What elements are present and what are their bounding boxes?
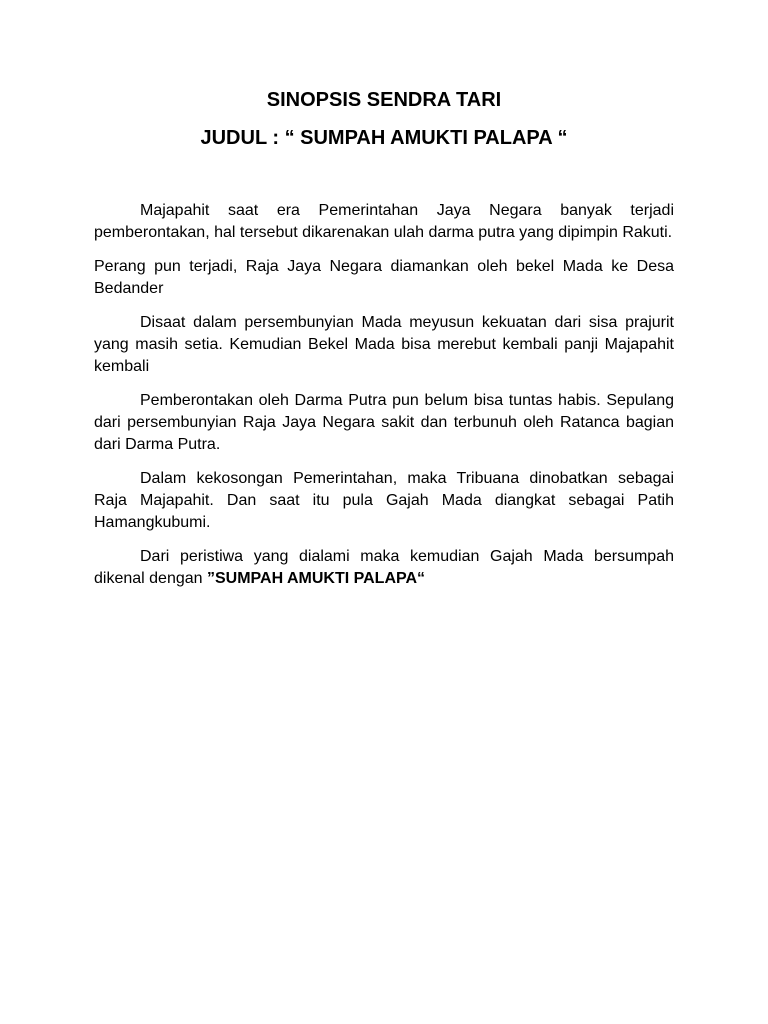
document-title: SINOPSIS SENDRA TARI [266,89,502,111]
paragraph-3: Disaat dalam persembunyian Mada meyusun kekuatan dari sisa prajurit yang masih setia. Kemudian Bekel Mada bisa merebut kembali panji Majapahit kembali [94,314,674,375]
paragraph-4: Pemberontakan oleh Darma Putra pun belum bisa tuntas habis. Sepulang dari persembunyian Raja Jaya Negara sakit dan terbunuh oleh Ratanca bagian dari Darma Putra. [94,392,674,453]
paragraph-1: Majapahit saat era Pemerintahan Jaya Negara banyak terjadi pemberontakan, hal tersebut dikarenakan ulah darma putra yang dipimpin Rakuti. [94,202,674,241]
paragraph-6 [94,546,674,590]
paragraph-6-text: Dari peristiwa yang dialami maka kemudian Gajah Mada bersumpah dikenal dengan [94,548,674,587]
paragraph-5: Dalam kekosongan Pemerintahan, maka Tribuana dinobatkan sebagai Raja Majapahit. Dan saat itu pula Gajah Mada diangkat sebagai Patih Hamangkubumi. [94,470,674,531]
paragraph-6-emphasis: ”SUMPAH AMUKTI PALAPA“ [206,570,426,587]
document-subtitle: JUDUL : “ SUMPAH AMUKTI PALAPA “ [200,127,568,149]
paragraph-2: Perang pun terjadi, Raja Jaya Negara diamankan oleh bekel Mada ke Desa Bedander [94,258,674,297]
